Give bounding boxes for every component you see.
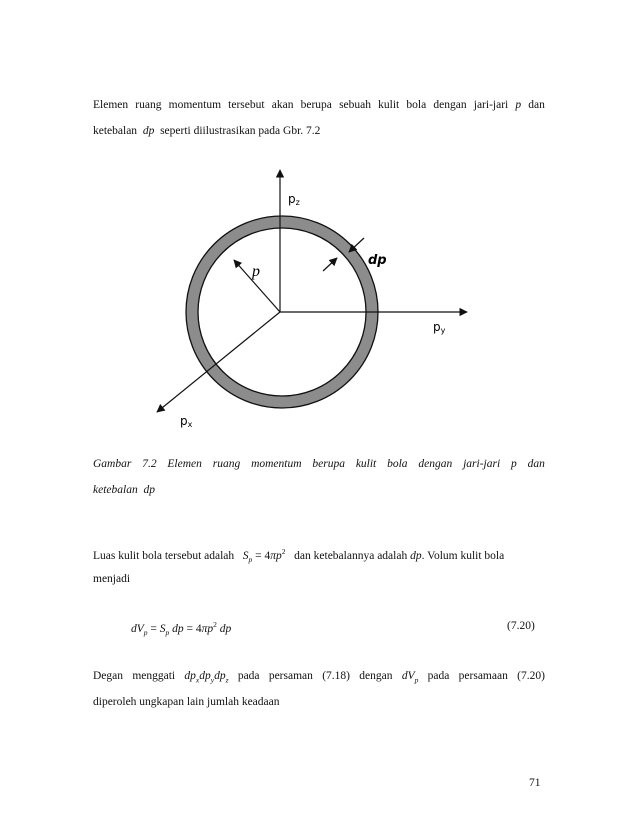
thickness-arrow-inner (323, 258, 337, 271)
paragraph-1-line-1: Elemen ruang momentum tersebut akan berupa sebuah kulit bola dengan jari-jari p dan (93, 99, 545, 111)
px-label: px (180, 414, 193, 429)
paragraph-3-line-2: diperoleh ungkapan lain jumlah keadaan (93, 696, 280, 708)
figure-caption-line-1: Gambar 7.2 Elemen ruang momentum berupa kulit bola dengan jari-jari p dan (93, 458, 545, 470)
paragraph-2-line-1: Luas kulit bola tersebut adalah $S_p = 4\pi p^2$ dan ketebalannya adalah dp. Volum kulit bola (93, 547, 505, 565)
py-label: py (433, 320, 446, 335)
paragraph-3-line-1: Degan menggati $dp_xdp_ydp_z$ pada persaman (7.18) dengan $dV_p$ pada persamaan (7.20) (93, 670, 545, 685)
page-number: 71 (529, 777, 541, 789)
paragraph-2-line-2: menjadi (93, 573, 131, 585)
thickness-label: dp (368, 253, 387, 268)
figure-caption-line-2: ketebalan dp (93, 484, 155, 496)
paragraph-1-line-2: ketebalan dp seperti diilustrasikan pada Gbr. 7.2 (93, 125, 321, 137)
equation-7-20: $dV_p = S_p$ dp = $4\pi p^2$ dp (131, 620, 232, 638)
equation-number: (7.20) (507, 620, 535, 632)
pz-label: pz (288, 192, 300, 207)
radius-label: p (252, 263, 260, 280)
